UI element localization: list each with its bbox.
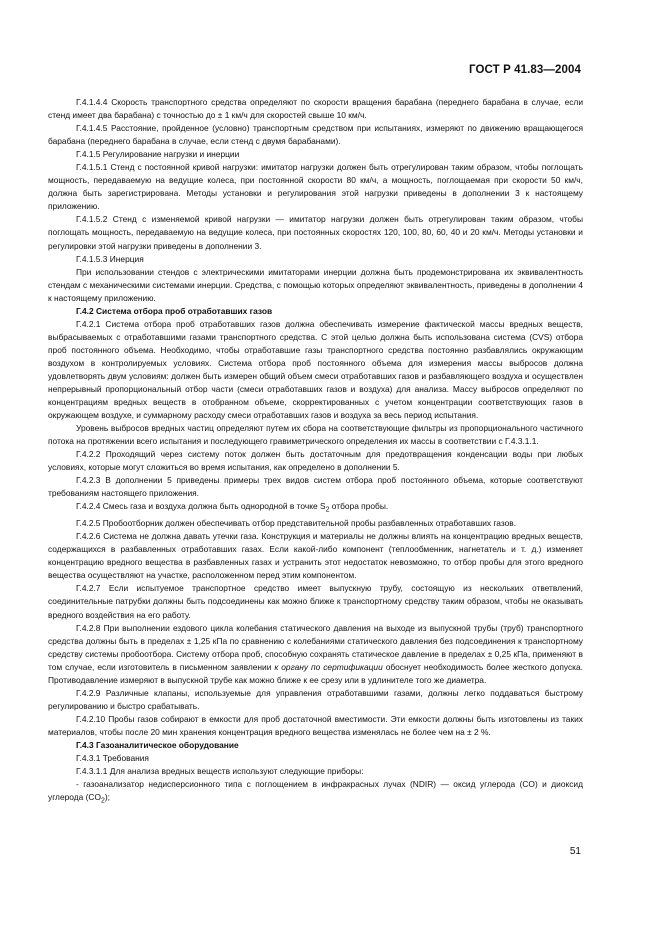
paragraph: Г.4.2.6 Система не должна давать утечки газа. Конструкция и материалы не должны влиять на концентрацию вредных веществ, содержащихся в разбавленных отработавших газах. Если какой-либо компонент (теплообменник, нагнетатель и т. д.) изменяет концентрацию вредного вещества в разбавленных газах и устранить этот недостаток невозможно, то отбор пробы для этого вредного вещества осуществляют на участке, расположенном перед этим компонентом. [48, 531, 583, 581]
paragraph: Уровень выбросов вредных частиц определяют путем их сбора на соответствующие фильтры из пропорционального частичного потока на протяжении всего испытания и последующего гравиметрического определения их массы в соответствии с Г.4.3.1.1. [48, 423, 583, 447]
paragraph: Г.4.1.5.3 Инерция [76, 253, 144, 264]
paragraph: Г.4.2.7 Если испытуемое транспортное средство имеет выпускную трубу, состоящую из нескольких ответвлений, соединительные патрубки должны быть подсоединены как можно ближе к транспортному средству таким образом, чтобы не оказывать вредного воздействия на его работу. [48, 583, 583, 620]
paragraph-text: Г.4.2.8 При выполнении ездового цикла колебания статического давления на выходе из выпускной трубы (труб) транспортного средства должны быть в пределах ± 1,25 кПа по сравнению с колебаниями статического давления без подсоединения к транспортному средству системы пробоотбора. Систему отбора проб, способную сохранять статическое давление в пределах ± 0,25 кПа, применяют в том случае, если изготовитель в письменном заявлении [48, 622, 583, 672]
paragraph: Г.4.2.5 Пробоотборник должен обеспечивать отбор представительной пробы разбавленных отработавших газов. [76, 518, 517, 529]
paragraph-text: отбора пробы. [329, 501, 389, 512]
paragraph: Г.4.3.1.1 Для анализа вредных веществ используют следующие приборы: [76, 766, 364, 777]
subscript: 2 [100, 797, 105, 805]
paragraph [48, 622, 583, 687]
paragraph: Г.4.2.3 В дополнении 5 приведены примеры трех видов систем отбора проб постоянного объема, которые соответствуют требованиям настоящего приложения. [48, 475, 583, 499]
subscript: 2 [325, 507, 330, 515]
paragraph-text: ); [104, 792, 110, 803]
paragraph: Г.4.1.4.5 Расстояние, пройденное (условно) транспортным средством при испытаниях, измеряют по движению вращающегося барабана (переднего барабана в случае, если стенд с двумя барабанами). [48, 123, 583, 147]
emphasis-text: к органу по сертификации [274, 661, 383, 672]
paragraph: Г.4.1.5.2 Стенд с изменяемой кривой нагрузки — имитатор нагрузки должен быть отрегулирован таким образом, чтобы поглощать мощность, передаваемую на ведущие колеса, при постоянных скоростях 120, 100, 80, 60, 40 и 20 км/ч. Методы установки и регулировки этой нагрузки приведены в дополнении 3. [48, 214, 583, 251]
paragraph: Г.4.2.9 Различные клапаны, используемые для управления отработавшими газами, должны легко поддаваться быстрому регулированию и быстро срабатывать. [48, 687, 583, 711]
paragraph: Г.4.1.5.1 Стенд с постоянной кривой нагрузки: имитатор нагрузки должен быть отрегулирован таким образом, чтобы поглощать мощность, передаваемую на ведущие колеса, при постоянной скорости 80 км/ч, а мощность, поглощаемая при скорости 50 км/ч, должна быть зарегистрирована. Методы установки и регулирования этой нагрузки приведены в дополнении 3 к настоящему приложению. [48, 162, 583, 212]
document-header: ГОСТ Р 41.83—2004 [469, 64, 581, 76]
paragraph: Г.4.2.2 Проходящий через систему поток должен быть достаточным для предотвращения конденсации воды при любых условиях, которые могут сложиться во время испытания, как определено в дополнении 5. [48, 449, 583, 473]
paragraph: Г.4.2.10 Пробы газов собирают в емкости для проб достаточной вместимости. Эти емкости должны быть изготовлены из таких материалов, чтобы после 20 мин хранения концентрация вредного вещества изменялась не более чем на ± 2 %. [48, 713, 583, 737]
paragraph [48, 500, 583, 517]
paragraph-text: - газоанализатор недисперсионного типа с поглощением в инфракрасных лучах (NDIR) — оксид углерода (CO) и диоксид углерода (CO [48, 779, 583, 803]
section-heading: Г.4.3 Газоаналитическое оборудование [76, 739, 239, 750]
paragraph: Г.4.1.5 Регулирование нагрузки и инерции [76, 149, 240, 160]
section-heading: Г.4.2 Система отбора проб отработавших газов [76, 305, 273, 316]
paragraph: Г.4.2.1 Система отбора проб отработавших газов должна обеспечивать измерение фактической массы вредных веществ, выбрасываемых с отработавшими газами транспортного средства. С этой целью должна быть использована система (CVS) отбора проб постоянного объема. Необходимо, чтобы отработавшие газы транспортного средства постоянно разбавлялись окружающим воздухом в контролируемых условиях. Система отбора проб постоянного объема для измерения массы выбросов должна удовлетворять двум условиям: должен быть измерен общий объем смеси отработавших газов и разбавляющего воздуха и осуществлен непрерывный пропорциональный отбор части (смеси отработавших газов и воздуха) для анализа. Массу выбросов определяют по концентрациям вредных веществ в отобранном объеме, скорректированных с учетом концентрации соответствующих газов в окружающем воздухе, и суммарному расходу смеси отработавших газов и воздуха за весь период испытания. [48, 318, 583, 421]
page-number: 51 [569, 846, 581, 857]
paragraph [48, 778, 583, 808]
paragraph: Г.4.3.1 Требования [76, 753, 149, 764]
paragraph-text: Г.4.2.4 Смесь газа и воздуха должна быть однородной в точке S [76, 501, 326, 512]
paragraph: Г.4.1.4.4 Скорость транспортного средства определяют по скорости вращения барабана (переднего барабана в случае, если стенд имеет два барабана) с точностью до ± 1 км/ч для скоростей свыше 10 км/ч. [48, 97, 583, 121]
paragraph-text: обоснует необходимость более жесткого допуска. Противодавление измеряют в выпускной трубе как можно ближе к ее срезу или в удлинителе того же диаметра. [48, 661, 584, 685]
paragraph: При использовании стендов с электрическими имитаторами инерции должна быть продемонстрирована их эквивалентность стендам с механическими системами инерции. Средства, с помощью которых определяют эквивалентность, приведены в дополнении 4 к настоящему приложению. [48, 266, 583, 303]
document-body [48, 96, 583, 808]
